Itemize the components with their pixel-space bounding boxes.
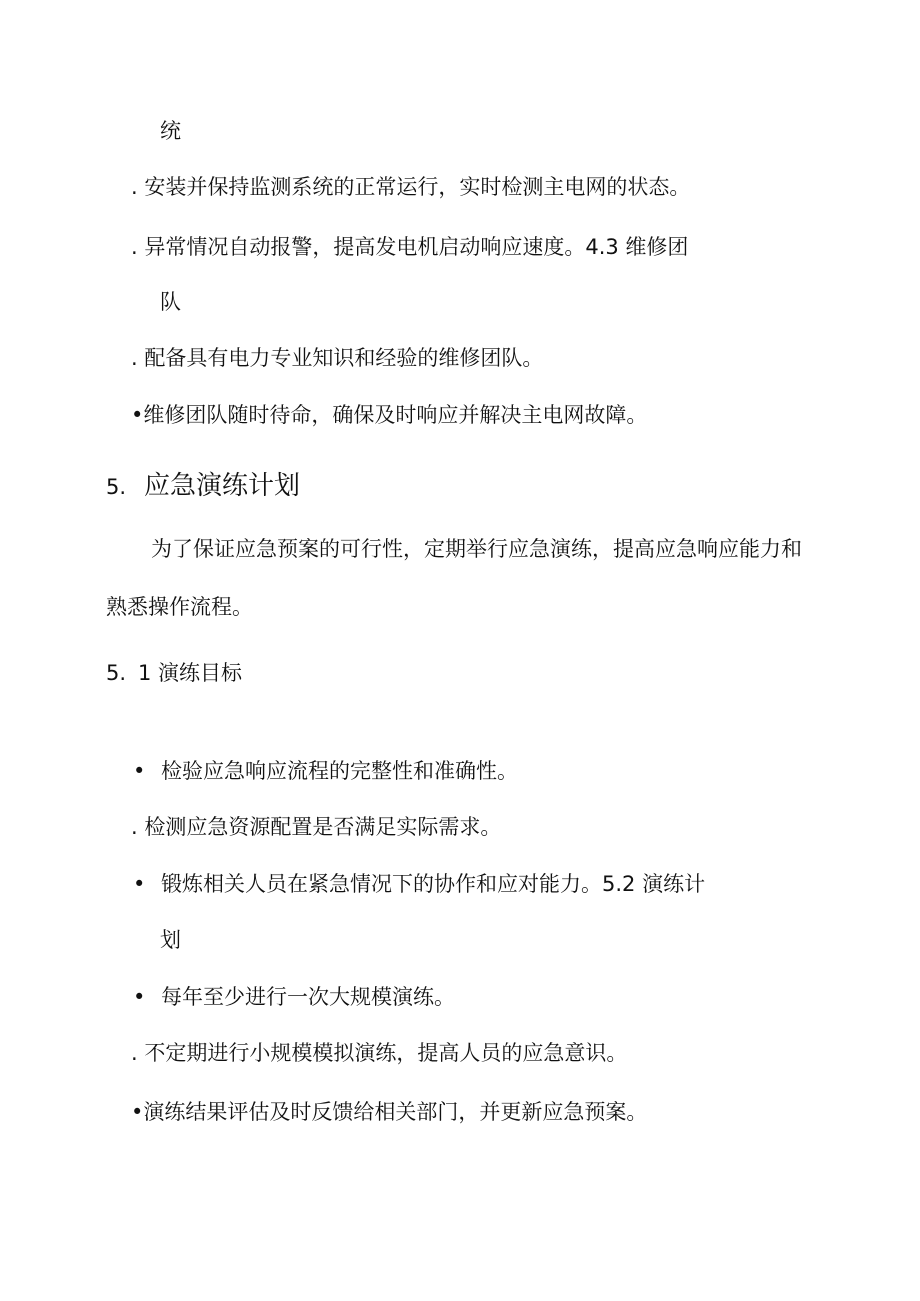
list-item — [133, 983, 455, 1011]
text-line-wrap: 划 — [160, 928, 181, 952]
subsection-title: 1 演练目标 — [138, 661, 243, 685]
text-line: . 检测应急资源配置是否满足实际需求。 — [131, 815, 502, 839]
text-line: . 安装并保持监测系统的正常运行，实时检测主电网的状态。 — [131, 175, 691, 199]
text-line-wrap: 统 — [160, 119, 181, 143]
text-line: . 不定期进行小规模模拟演练，提高人员的应急意识。 — [131, 1041, 628, 1065]
list-item — [133, 870, 705, 898]
text-line-wrap: 队 — [160, 290, 181, 314]
list-item — [133, 757, 518, 785]
bullet-icon: • — [133, 985, 146, 1009]
subsection-number: 5. — [106, 661, 127, 685]
text-line: . 异常情况自动报警，提高发电机启动响应速度。4.3 维修团 — [131, 235, 689, 259]
bullet-icon: • — [133, 872, 146, 896]
list-item-text: 每年至少进行一次大规模演练。 — [161, 985, 455, 1009]
section-heading — [106, 469, 300, 504]
section-title: 应急演练计划 — [144, 471, 301, 501]
bullet-icon: • — [133, 759, 146, 783]
section-number: 5. — [106, 475, 127, 499]
list-item-text: 锻炼相关人员在紧急情况下的协作和应对能力。5.2 演练计 — [161, 872, 706, 896]
paragraph-line: 熟悉操作流程。 — [106, 595, 253, 619]
text-line: •维修团队随时待命，确保及时响应并解决主电网故障。 — [131, 403, 648, 427]
list-item-text: 检验应急响应流程的完整性和准确性。 — [161, 759, 518, 783]
subsection-heading — [106, 659, 242, 687]
text-line: . 配备具有电力专业知识和经验的维修团队。 — [131, 346, 544, 370]
paragraph-line: 为了保证应急预案的可行性，定期举行应急演练，提高应急响应能力和 — [151, 537, 802, 561]
text-line: •演练结果评估及时反馈给相关部门，并更新应急预案。 — [131, 1100, 648, 1124]
